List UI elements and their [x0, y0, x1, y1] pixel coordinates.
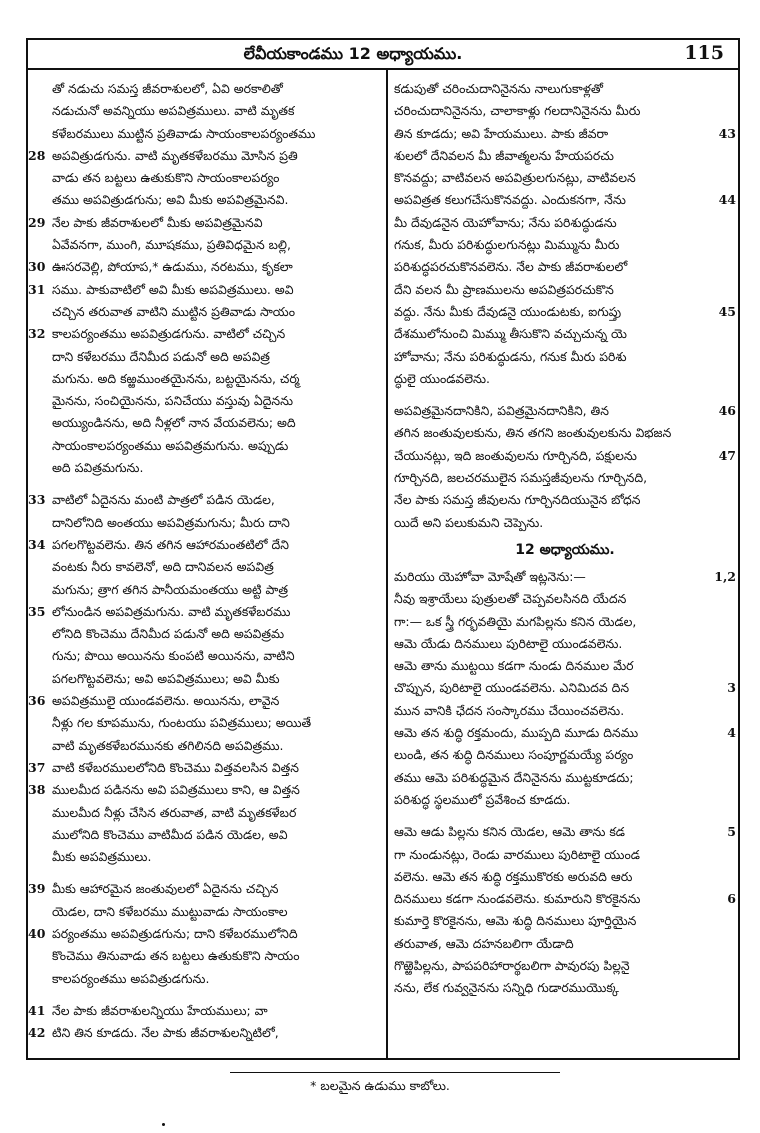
text-line	[394, 368, 736, 390]
text-line	[28, 435, 380, 457]
verse-number: 44	[718, 192, 736, 208]
text-line	[28, 556, 380, 578]
verse-number	[714, 866, 736, 888]
line-text: నేల పాకు సమస్త జీవులను గూర్చినదియునైన బోధన	[394, 492, 641, 508]
text-line	[28, 802, 380, 824]
verse-number	[714, 512, 736, 534]
verse-number	[28, 78, 52, 100]
text-line	[394, 78, 736, 100]
line-text: గనుక, మీరు పరిశుద్ధులగునట్లు మిమ్మును మీరు	[394, 237, 620, 253]
text-line	[28, 645, 380, 667]
verse-number: 47	[718, 447, 736, 463]
line-text: తరువాత, ఆమె దహనబలిగా యేడాది	[394, 935, 574, 951]
verse-number: 32	[28, 326, 46, 342]
text-line	[28, 145, 380, 167]
verse-number	[714, 368, 736, 390]
verse-number	[28, 234, 52, 256]
line-text: గును; పొయి అయినను కుంపటి అయినను, వాటిని	[52, 648, 295, 664]
text-line	[394, 256, 736, 278]
line-text: యిదే అని పలుకుమని చెప్పెను.	[394, 514, 544, 530]
text-line	[28, 901, 380, 923]
verse-number	[714, 279, 736, 301]
verse-number	[28, 645, 52, 667]
line-text: ఆమె తన శుద్ధి రక్తమందు, ముప్పది మూడు దినము	[394, 725, 639, 741]
line-text: ఆమె తాను ముట్టయి కడగా నుండు దినముల మేర	[394, 658, 634, 674]
speck-mark	[162, 1123, 165, 1126]
text-line	[394, 677, 736, 699]
text-line	[28, 78, 380, 100]
verse-number	[714, 789, 736, 811]
page-number: 115	[684, 42, 724, 64]
text-line	[394, 866, 736, 888]
verse-number	[714, 844, 736, 866]
text-line	[28, 690, 380, 712]
text-line	[28, 878, 380, 900]
text-line	[394, 655, 736, 677]
text-line	[28, 412, 380, 434]
verse-number	[714, 489, 736, 511]
text-line	[28, 256, 380, 278]
line-text: గా నుండునట్లు, రెండు వారములు పురిటాలై యుండ	[394, 846, 640, 862]
verse-number	[28, 123, 52, 145]
line-text: దేని వలన మీ ప్రాణములను అపవిత్రపరచుకొన	[394, 281, 614, 297]
line-text: చేయునట్లు, ఇది జంతువులను గూర్చినది, పక్షులను	[394, 447, 637, 463]
verse-number	[28, 189, 52, 211]
text-line	[394, 467, 736, 489]
text-line	[28, 968, 380, 990]
verse-number	[28, 945, 52, 967]
verse-number	[28, 579, 52, 601]
verse-number	[714, 323, 736, 345]
verse-number	[28, 457, 52, 479]
line-text: మైనను, సంచియైనను, పనిచేయు వస్తువు ఏదైనను	[52, 393, 294, 409]
line-text: ములోనిది కొంచెము వాటిమీద పడిన యెడల, అవి	[52, 826, 288, 842]
verse-number: 36	[28, 693, 46, 709]
text-line	[394, 189, 736, 211]
line-text: నను, లేక గువ్వనైనను సన్నిధి గుడారముయొక్క	[394, 980, 619, 996]
verse-number: 31	[28, 281, 46, 297]
text-line	[394, 888, 736, 910]
verse-number	[714, 767, 736, 789]
line-text: మీ దేవుడనైన యెహోవాను; నేను పరిశుద్ధుడను	[394, 214, 617, 230]
text-line	[28, 579, 380, 601]
line-text: పగలగొట్టవలెను; అవి అపవిత్రములు; అవి మీకు	[52, 670, 280, 686]
text-line	[394, 400, 736, 422]
verse-number	[28, 735, 52, 757]
text-line	[394, 633, 736, 655]
verse-number	[28, 712, 52, 734]
verse-number	[714, 145, 736, 167]
line-text: నడుచునో అవన్నియు అపవిత్రములు. వాటి మృతక	[52, 103, 295, 119]
line-text: నేల పాకు జీవరాశులలో మీకు అపవిత్రమైనవి	[52, 214, 263, 230]
verse-number: 29	[28, 214, 46, 230]
text-line	[28, 534, 380, 556]
line-text: పర్యంతము అపవిత్రుడగును; దాని కళేబరములోనిది	[52, 925, 298, 941]
line-text: యెడల, దాని కళేబరము ముట్టువాడు సాయంకాల	[52, 903, 288, 919]
verse-number	[714, 655, 736, 677]
verse-number	[714, 212, 736, 234]
line-text: కుమార్తె కొరకైనను, ఆమె శుద్ధి దినములు పూర్తియైన	[394, 913, 637, 929]
line-text: అపవిత్రమైనదానికిని, పవిత్రమైనదానికిని, తిన	[394, 403, 609, 419]
line-text: హోవాను; నేను పరిశుద్ధుడను, గనుక మీరు పరిశు	[394, 348, 627, 364]
paragraph-gap	[394, 390, 736, 400]
text-line	[394, 234, 736, 256]
line-text: మగును. అది కఱ్ఱముంతయైనను, బట్టయైనను, చర్మ	[52, 370, 300, 386]
line-text: కొనవద్దు; వాటివలన అపవిత్రులగునట్లు, వాటివలన	[394, 170, 636, 186]
line-text: కాలపర్యంతము అపవిత్రుడగును.	[52, 970, 210, 986]
text-line	[394, 588, 736, 610]
text-line	[28, 368, 380, 390]
text-line	[28, 212, 380, 234]
line-text: వద్దు. నేను మీకు దేవుడనై యుండుటకు, ఐగుప్తు	[394, 303, 622, 319]
verse-number: 38	[28, 782, 46, 798]
line-text: అపవిత్రత కలుగచేసుకొనవద్దు. ఎందుకనగా, నేను	[394, 192, 626, 208]
line-text: టిని తిన కూడదు. నేల పాకు జీవరాశులన్నిటిలో,	[52, 1025, 279, 1041]
line-text: మీకు ఆహారమైన జంతువులలో ఏదైనను చచ్చిన	[52, 881, 279, 897]
line-text: ఏవేవనగా, ముంగి, మూషకము, ప్రతివిధమైన బల్లి,	[52, 237, 291, 253]
text-line	[394, 977, 736, 999]
text-line	[394, 212, 736, 234]
line-text: అది పవిత్రమగును.	[52, 460, 144, 476]
verse-number: 46	[718, 403, 736, 419]
verse-number	[28, 301, 52, 323]
verse-number: 28	[28, 147, 46, 163]
line-text: వంటకు నీరు కావలెనో, అది దానివలన అపవిత్ర	[52, 559, 274, 575]
verse-number	[714, 933, 736, 955]
text-line	[28, 824, 380, 846]
text-line	[394, 279, 736, 301]
line-text: చొప్పున, పురిటాలై యుండవలెను. ఎనిమిదవ దిన	[394, 680, 630, 696]
right-column	[394, 78, 736, 1000]
verse-number: 35	[28, 603, 46, 619]
line-text: తో నడుచు సమస్త జీవరాశులలో, ఏవి అరకాలితో	[52, 81, 283, 96]
verse-number	[28, 802, 52, 824]
paragraph-gap	[28, 868, 380, 878]
text-line	[394, 700, 736, 722]
text-line	[28, 1022, 380, 1044]
text-line	[28, 945, 380, 967]
line-text: దాని కళేబరము దేనిమీద పడునో అది అపవిత్ర	[52, 348, 270, 364]
chapter-heading: 12 అధ్యాయము.	[515, 541, 615, 558]
line-text: గొఱ్ఱెపిల్లను, పాపపరిహారార్థబలిగా పావురపు పిల్లనై	[394, 957, 630, 973]
verse-number: 39	[28, 881, 46, 897]
line-text: చచ్చిన తరువాత వాటిని ముట్టిన ప్రతివాడు సాయం	[52, 303, 296, 319]
text-line	[394, 301, 736, 323]
line-text: తగిన జంతువులకును, తిన తగని జంతువులకును విభజన	[394, 425, 672, 441]
line-text: ద్ధులై యుండవలెను.	[394, 370, 490, 386]
verse-number	[714, 744, 736, 766]
line-text: శులలో దేనివలన మీ జీవాత్మలను హేయపరచు	[394, 147, 614, 163]
line-text: ములమీద పడినను అవి పవిత్రములు కాని, ఆ విత్తన	[52, 782, 300, 798]
line-text: వలెను. ఆమె తన శుద్ధి రక్తముకొరకు అరువది ఆరు	[394, 868, 633, 884]
line-text: దానిలోనిది అంతయు అపవిత్రమగును; మీరు దాని	[52, 514, 290, 530]
text-line	[28, 846, 380, 868]
text-line	[28, 234, 380, 256]
verse-number: 6	[727, 891, 736, 907]
verse-number: 5	[727, 824, 736, 840]
page-frame	[26, 38, 740, 1060]
verse-number	[714, 588, 736, 610]
text-line	[394, 933, 736, 955]
verse-number	[28, 512, 52, 534]
verse-number: 3	[727, 680, 736, 696]
verse-number	[28, 901, 52, 923]
line-text: మున వానికి ఛేదన సంస్కారము చేయించవలెను.	[394, 702, 625, 718]
left-column	[28, 78, 380, 1044]
verse-number	[714, 78, 736, 100]
line-text: నేల పాకు జీవరాశులన్నియు హేయములు; వా	[52, 1002, 268, 1018]
paragraph-gap	[28, 990, 380, 1000]
line-text: అపవిత్రములై యుండవలెను. అయినను, లావైన	[52, 693, 280, 709]
line-text: పరిశుద్ధ స్థలములో ప్రవేశించ కూడదు.	[394, 791, 571, 807]
verse-number: 33	[28, 492, 46, 508]
line-text: కాలపర్యంతము అపవిత్రుడగును. వాటిలో చచ్చిన	[52, 326, 286, 342]
line-text: లోనిది కొంచెము దేనిమీద పడునో అది అపవిత్రమ	[52, 626, 285, 642]
line-text: తము ఆమె పరిశుద్ధమైన దేనినైనను ముట్టకూడదు;	[394, 769, 634, 785]
line-text: కడుపుతో చరించుదానినైనను నాలుగుకాళ్లతో	[394, 81, 604, 96]
verse-number	[714, 346, 736, 368]
verse-number	[28, 556, 52, 578]
text-line	[28, 123, 380, 145]
text-line	[394, 611, 736, 633]
text-line	[394, 744, 736, 766]
line-text: నీవు ఇశ్రాయేలు పుత్రులతో చెప్పవలసినది యేదన	[394, 591, 627, 607]
text-line	[28, 512, 380, 534]
line-text: ఊసరవెల్లి, పోయాప,* ఉడుము, నరటము, కృకలా	[52, 259, 293, 275]
line-text: అయ్యుండినను, అది నీళ్లలో నాన వేయవలెను; అది	[52, 415, 296, 431]
line-text: సాయంకాలపర్యంతము అపవిత్రమగును. అప్పుడు	[52, 437, 289, 453]
text-line	[394, 767, 736, 789]
line-text: అపవిత్రుడగును. వాటి మృతకళేబరము మోసిన ప్రతి	[52, 147, 298, 163]
text-line	[28, 923, 380, 945]
line-text: ఆమె ఆడు పిల్లను కనిన యెడల, ఆమె తాను కడ	[394, 824, 625, 840]
paragraph-gap	[28, 479, 380, 489]
text-line	[394, 422, 736, 444]
verse-number	[28, 623, 52, 645]
text-line	[394, 722, 736, 744]
verse-number	[714, 700, 736, 722]
text-line	[28, 712, 380, 734]
paragraph-gap	[394, 811, 736, 821]
text-line	[394, 910, 736, 932]
verse-number	[714, 910, 736, 932]
line-text: కొంచెము తినువాడు తన బట్టలు ఉతుకుకొని సాయం	[52, 948, 300, 964]
text-line	[394, 566, 736, 588]
verse-number: 40	[28, 925, 46, 941]
verse-number	[28, 167, 52, 189]
verse-number	[714, 422, 736, 444]
line-text: వాటి కళేబరములలోనిది కొంచెము విత్తవలసిన విత్తన	[52, 759, 299, 775]
verse-number: 43	[718, 125, 736, 141]
verse-number	[714, 467, 736, 489]
verse-number	[28, 412, 52, 434]
text-line	[394, 145, 736, 167]
line-text: గా:— ఒక స్త్రీ గర్భవతియై మగపిల్లను కనిన యెడల,	[394, 613, 637, 629]
line-text: దేశములోనుంచి మిమ్ము తీసుకొని వచ్చుచున్న యె	[394, 326, 627, 342]
line-text: మీకు అపవిత్రములు.	[52, 849, 152, 865]
verse-number	[28, 824, 52, 846]
verse-number	[28, 368, 52, 390]
text-line	[394, 167, 736, 189]
verse-number	[28, 390, 52, 412]
verse-number	[714, 955, 736, 977]
text-line	[28, 623, 380, 645]
verse-number: 45	[718, 303, 736, 319]
verse-number: 4	[727, 725, 736, 741]
running-header	[28, 40, 738, 70]
footnote: * బలమైన ఉడుము కాబోలు.	[310, 1078, 450, 1093]
line-text: మగును; త్రాగ తగిన పానీయమంతయు అట్టి పాత్ర	[52, 581, 288, 597]
text-line	[28, 457, 380, 479]
text-line	[28, 735, 380, 757]
text-line	[28, 601, 380, 623]
line-text: ఆమె యేడు దినములు పురిటాలై యుండవలెను.	[394, 635, 623, 651]
footnote-rule	[230, 1072, 560, 1073]
text-line	[28, 779, 380, 801]
text-line	[28, 189, 380, 211]
header-title: లేవీయకాండము 12 అధ్యాయము.	[243, 44, 463, 63]
line-text: సము. పాకువాటిలో అవి మీకు అపవిత్రములు. అవి	[52, 281, 294, 297]
line-text: దినములు కడగా నుండవలెను. కుమారుని కొరకైనను	[394, 891, 641, 907]
text-line	[394, 955, 736, 977]
text-line	[394, 512, 736, 534]
text-line	[28, 757, 380, 779]
verse-number	[28, 846, 52, 868]
line-text: పరిశుద్ధపరచుకొనవలెను. నేల పాకు జీవరాశులలో	[394, 259, 628, 275]
line-text: చరించుదానినైనను, చాలాకాళ్లు గలదానినైనను మీరు	[394, 103, 641, 119]
line-text: వాటి మృతకళేబరమునకు తగిలినది అపవిత్రము.	[52, 737, 284, 753]
text-line	[28, 668, 380, 690]
verse-number	[714, 256, 736, 278]
text-line	[394, 100, 736, 122]
verse-number	[28, 100, 52, 122]
verse-number: 34	[28, 536, 46, 552]
line-text: ములమీద నీళ్లు చేసిన తరువాత, వాటి మృతకళేబర	[52, 804, 297, 820]
text-line	[394, 789, 736, 811]
line-text: లోనుండిన అపవిత్రమగును. వాటి మృతకళేబరము	[52, 603, 291, 619]
text-line	[394, 489, 736, 511]
verse-number: 37	[28, 759, 46, 775]
text-line	[394, 346, 736, 368]
verse-number: 30	[28, 259, 46, 275]
text-line	[28, 167, 380, 189]
verse-number	[714, 611, 736, 633]
text-line	[394, 323, 736, 345]
line-text: కళేబరములు ముట్టిన ప్రతివాడు సాయంకాలపర్యంతము	[52, 125, 316, 141]
text-line	[394, 123, 736, 145]
verse-number: 42	[28, 1025, 46, 1041]
text-line	[28, 279, 380, 301]
verse-number	[714, 100, 736, 122]
text-line	[28, 390, 380, 412]
line-text: గూర్చినది, జలచరములైన సమస్తజీవులను గూర్చినది,	[394, 470, 648, 486]
verse-number	[714, 633, 736, 655]
line-text: పగలగొట్టవలెను. తిన తగిన ఆహారమంతటిలో దేని	[52, 536, 289, 552]
line-text: తము అపవిత్రుడగును; అవి మీకు అపవిత్రమైనవి.	[52, 192, 289, 208]
verse-number	[28, 968, 52, 990]
verse-number	[714, 234, 736, 256]
column-divider	[386, 70, 388, 1058]
verse-number	[28, 435, 52, 457]
line-text: తిన కూడదు; అవి హేయములు. పాకు జీవరా	[394, 125, 609, 141]
verse-number: 41	[28, 1002, 46, 1018]
text-line	[394, 445, 736, 467]
verse-number	[28, 346, 52, 368]
text-line	[394, 821, 736, 843]
text-line	[394, 844, 736, 866]
line-text: నీళ్లు గల కూపమును, గుంటయు పవిత్రములు; అయితే	[52, 715, 312, 731]
verse-number	[28, 668, 52, 690]
line-text: మరియు యెహోవా మోషేతో ఇట్లనెను:—	[394, 568, 586, 584]
text-line	[28, 489, 380, 511]
verse-number: 1,2	[714, 568, 736, 584]
text-line	[28, 323, 380, 345]
line-text: వాటిలో ఏదైనను మంటి పాత్రలో పడిన యెడల,	[52, 492, 275, 508]
text-line	[28, 301, 380, 323]
text-line	[28, 1000, 380, 1022]
line-text: లుండి, తన శుద్ధి దినములు సంపూర్ణమయ్యే పర్యం	[394, 747, 634, 763]
verse-number	[714, 977, 736, 999]
text-line	[28, 100, 380, 122]
verse-number	[714, 167, 736, 189]
text-line	[28, 346, 380, 368]
line-text: వాడు తన బట్టలు ఉతుకుకొని సాయంకాలపర్యం	[52, 170, 280, 186]
